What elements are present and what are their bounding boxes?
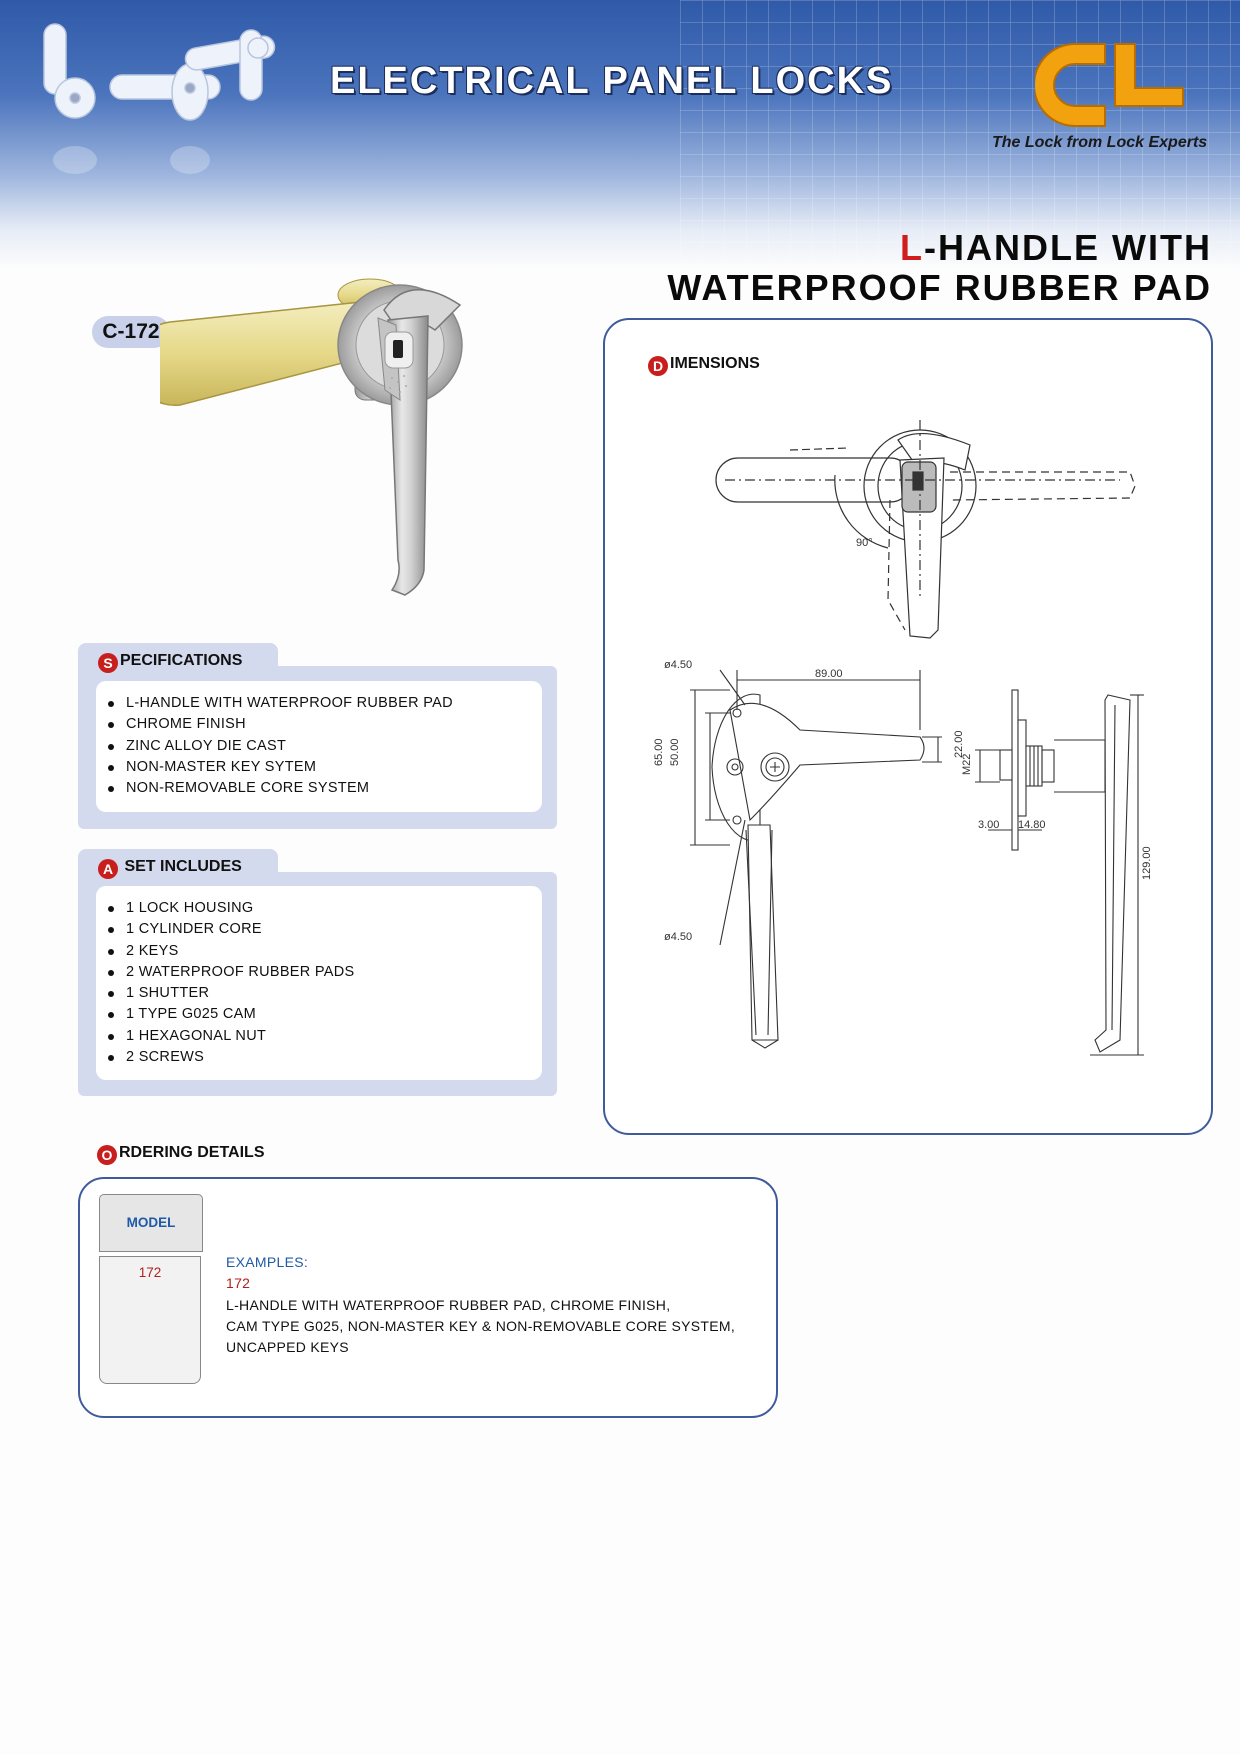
product-title-line2: WATERPROOF RUBBER PAD	[667, 267, 1212, 308]
product-photo	[160, 270, 530, 640]
ordering-initial: O	[97, 1145, 117, 1165]
list-item: 1 SHUTTER	[96, 983, 355, 1004]
set-includes-list	[96, 898, 355, 1068]
list-item: 2 WATERPROOF RUBBER PADS	[96, 962, 355, 983]
list-item: NON-REMOVABLE CORE SYSTEM	[96, 778, 453, 799]
specifications-heading-text: PECIFICATIONS	[120, 652, 243, 669]
height-inner-label: 50.00	[669, 738, 681, 766]
dimension-drawing	[620, 400, 1190, 1100]
list-item: 2 SCREWS	[96, 1047, 355, 1068]
set-includes-heading-text: SET INCLUDES	[124, 858, 242, 875]
example-line: UNCAPPED KEYS	[226, 1339, 349, 1356]
ordering-examples	[226, 1252, 735, 1358]
header-lock-illustration	[30, 10, 310, 210]
specifications-initial: S	[98, 653, 118, 673]
hole-top-label: ø4.50	[664, 659, 693, 671]
handle-width-label: 22.00	[953, 730, 965, 758]
drawing-top-view	[716, 420, 1135, 638]
brand-logo	[1035, 40, 1185, 130]
model-column-header: MODEL	[99, 1194, 203, 1252]
example-line: L-HANDLE WITH WATERPROOF RUBBER PAD, CHROME FINISH,	[226, 1296, 671, 1313]
set-includes-heading	[98, 858, 242, 879]
dimensions-heading-text: IMENSIONS	[670, 355, 760, 372]
list-item: ZINC ALLOY DIE CAST	[96, 736, 453, 757]
length-label: 89.00	[815, 668, 843, 680]
product-title-initial: L	[900, 227, 925, 268]
tagline: The Lock from Lock Experts	[992, 134, 1208, 151]
list-item: L-HANDLE WITH WATERPROOF RUBBER PAD	[96, 693, 453, 714]
height-outer-label: 65.00	[653, 738, 665, 766]
list-item: 1 LOCK HOUSING	[96, 898, 355, 919]
list-item: NON-MASTER KEY SYTEM	[96, 757, 453, 778]
specifications-heading	[98, 652, 242, 673]
list-item: 1 HEXAGONAL NUT	[96, 1026, 355, 1047]
product-title-line1: -HANDLE WITH	[924, 227, 1212, 268]
thread-label: M22	[961, 753, 973, 775]
page-title: ELECTRICAL PANEL LOCKS	[330, 60, 894, 102]
list-item: 1 TYPE G025 CAM	[96, 1004, 355, 1025]
example-line: CAM TYPE G025, NON-MASTER KEY & NON-REMOVABLE CORE SYSTEM,	[226, 1317, 736, 1334]
drawing-side-view	[975, 690, 1144, 1055]
dimensions-heading	[648, 355, 760, 376]
specifications-list	[96, 693, 453, 799]
list-item: 1 CYLINDER CORE	[96, 919, 355, 940]
model-badge: C-172	[92, 316, 170, 348]
set-includes-initial: A	[98, 859, 118, 879]
example-model: 172	[226, 1275, 251, 1292]
angle-label: 90°	[856, 537, 873, 549]
examples-label: EXAMPLES:	[226, 1254, 309, 1270]
ordering-heading	[97, 1144, 264, 1165]
dimensions-initial: D	[648, 356, 668, 376]
total-height-label: 129.00	[1141, 846, 1153, 880]
flange-label: 3.00	[978, 819, 1000, 831]
drawing-front-view	[690, 670, 942, 1048]
list-item: CHROME FINISH	[96, 714, 453, 735]
list-item: 2 KEYS	[96, 941, 355, 962]
hole-bottom-label: ø4.50	[664, 931, 693, 943]
depth-label: 14.80	[1018, 819, 1046, 831]
model-column-value: 172	[99, 1256, 201, 1384]
ordering-heading-text: RDERING DETAILS	[119, 1144, 265, 1161]
product-title	[667, 228, 1212, 308]
